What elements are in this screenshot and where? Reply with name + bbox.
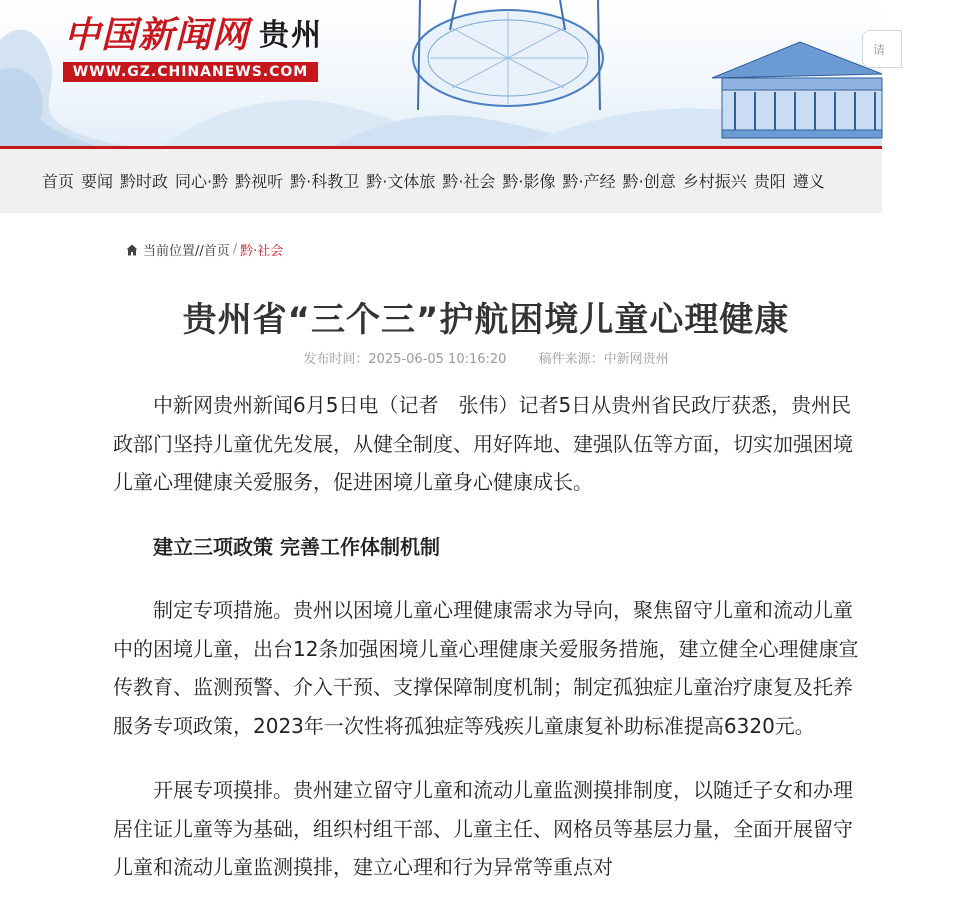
article-source: 稿件来源：中新网贵州 (538, 352, 669, 367)
article-paragraph: 开展专项摸排。贵州建立留守儿童和流动儿童监测摸排制度，以随迁子女和办理居住证儿童等为基础，组织村组干部、儿童主任、网格员等基层力量，全面开展留守儿童和流动儿童监测摸排，建立心理和行为异常等重点对 (113, 778, 853, 879)
nav-item[interactable]: 黔视听 (235, 172, 284, 191)
article-paragraph: 制定专项措施。贵州以困境儿童心理健康需求为导向，聚焦留守儿童和流动儿童中的困境儿童，出台12条加强困境儿童心理健康关爱服务措施，建立健全心理健康宣传教育、监测预警、介入干预、支撑保障制度机制；制定孤独症儿童治疗康复及托养服务专项政策，2023年一次性将孤独症等残疾儿童康复补助标准提高6320元。 (113, 598, 859, 738)
article-subheading: 建立三项政策 完善工作体制机制 (153, 534, 440, 559)
nav-item[interactable]: 黔·文体旅 (366, 172, 436, 191)
nav-item[interactable]: 同心·黔 (175, 172, 229, 191)
nav-item[interactable]: 黔·社会 (442, 172, 496, 191)
breadcrumb-separator: / (232, 242, 238, 257)
nav-item[interactable]: 要闻 (81, 172, 114, 191)
breadcrumb (126, 240, 283, 259)
nav-item[interactable]: 贵阳 (753, 172, 786, 191)
nav-item[interactable]: 乡村振兴 (682, 172, 747, 191)
nav-item[interactable]: 黔·产经 (562, 172, 616, 191)
logo-brand: 中国新闻网 (64, 13, 250, 56)
breadcrumb-prefix: 当前位置// (143, 244, 204, 259)
breadcrumb-home-link[interactable]: 首页 (203, 244, 230, 259)
nav-item[interactable]: 黔·影像 (502, 172, 556, 191)
article-paragraph: 中新网贵州新闻6月5日电（记者 张伟）记者5日从贵州省民政厅获悉，贵州民政部门坚持儿童优先发展，从健全制度、用好阵地、建强队伍等方面，切实加强困境儿童心理健康关爱服务，促进困境儿童身心健康成长。 (113, 393, 853, 494)
article-title: 贵州省“三个三”护航困境儿童心理健康 (182, 300, 790, 340)
site-banner (0, 0, 886, 148)
nav-item[interactable]: 黔·科教卫 (290, 172, 360, 191)
article-body (113, 386, 859, 913)
logo-region: 贵州 (259, 18, 324, 53)
site-logo[interactable] (64, 8, 323, 56)
nav-item[interactable]: 首页 (42, 172, 75, 191)
article-meta (0, 348, 972, 367)
nav-item[interactable]: 遵义 (792, 172, 825, 191)
logo-url: WWW.GZ.CHINANEWS.COM (63, 62, 318, 82)
home-icon (126, 244, 138, 256)
nav-list (0, 149, 882, 215)
publish-time: 发布时间：2025-06-05 10:16:20 (303, 352, 507, 367)
nav-item[interactable]: 黔时政 (120, 172, 169, 191)
main-nav (0, 149, 882, 213)
nav-item[interactable]: 黔·创意 (622, 172, 676, 191)
breadcrumb-current[interactable]: 黔·社会 (240, 244, 284, 259)
search-input[interactable]: 请 (862, 30, 902, 68)
